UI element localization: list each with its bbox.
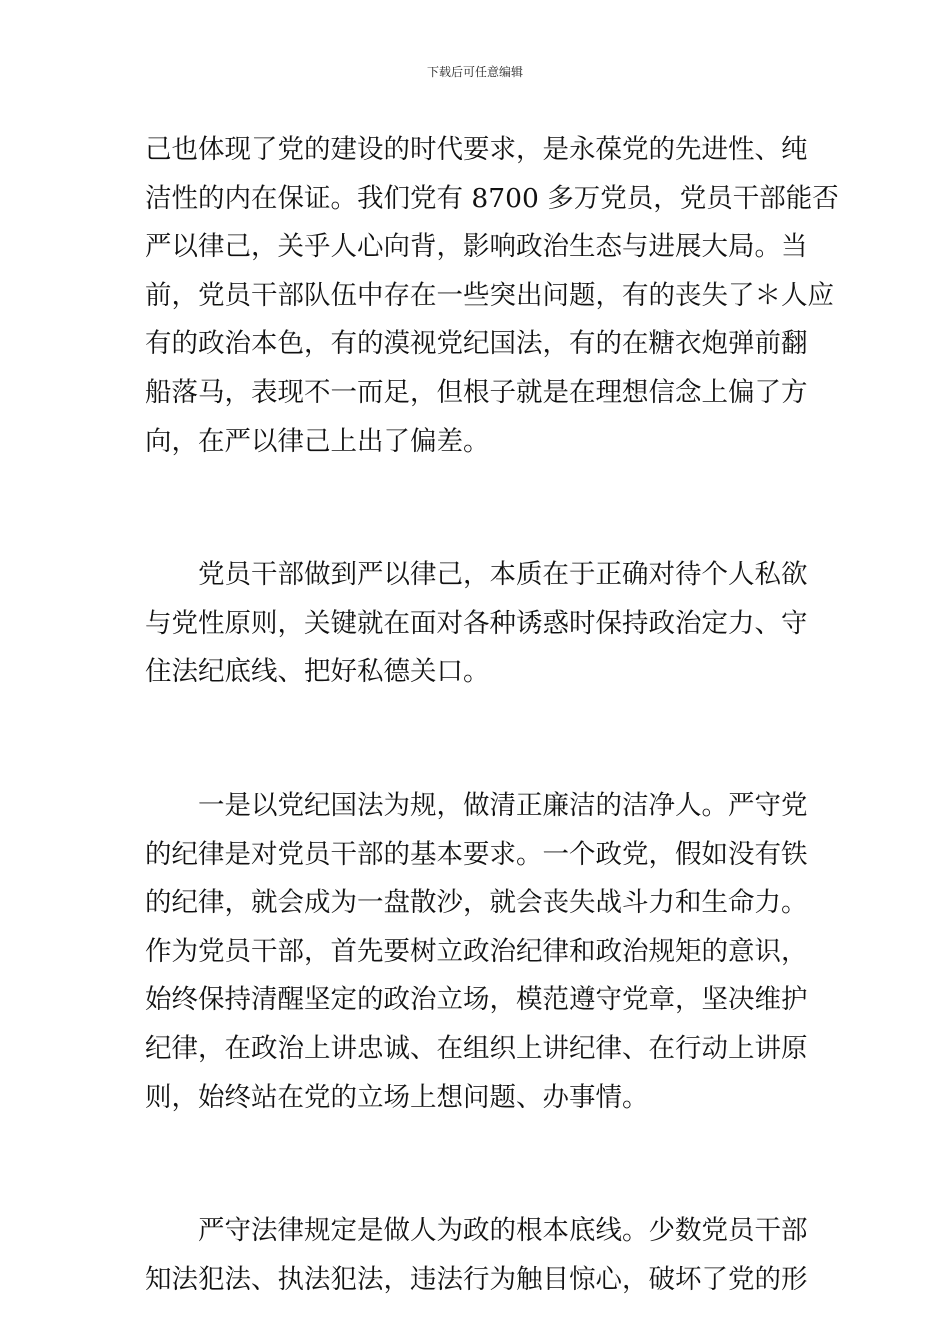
text-line: 党员干部做到严以律己，本质在于正确对待个人私欲 xyxy=(198,559,808,591)
text-line: 严以律己，关乎人心向背，影响政治生态与进展大局。当 xyxy=(145,231,808,263)
text-line: 与党性原则，关键就在面对各种诱惑时保持政治定力、守 xyxy=(145,607,808,639)
text-line: 己也体现了党的建设的时代要求，是永葆党的先进性、纯 xyxy=(145,134,808,165)
paragraph-spacer xyxy=(145,1122,810,1207)
document-body xyxy=(145,126,839,1304)
text-line: 严守法律规定是做人为政的根本底线。少数党员干部 xyxy=(198,1215,808,1247)
text-line: 一是以党纪国法为规，做清正廉洁的洁净人。严守党 xyxy=(198,789,808,821)
paragraph-spacer xyxy=(145,697,810,782)
text-line: 则，始终站在党的立场上想问题、办事情。 xyxy=(145,1081,649,1113)
text-line: 知法犯法、执法犯法，违法行为触目惊心，破坏了党的形 xyxy=(145,1263,808,1295)
text-line: 有的政治本色，有的漠视党纪国法，有的在糖衣炮弹前翻 xyxy=(145,328,808,360)
text-line: 的纪律是对党员干部的基本要求。一个政党，假如没有铁 xyxy=(145,838,808,870)
text-line: 船落马，表现不一而足，但根子就是在理想信念上偏了方 xyxy=(145,376,808,408)
text-line: 的纪律，就会成为一盘散沙，就会丧失战斗力和生命力。 xyxy=(145,887,808,919)
text-line: 住法纪底线、把好私德关口。 xyxy=(145,656,490,688)
text-line: 始终保持清醒坚定的政治立场，模范遵守党章，坚决维护 xyxy=(145,984,808,1016)
paragraph-4 xyxy=(145,1207,810,1304)
text-line: 作为党员干部，首先要树立政治纪律和政治规矩的意识， xyxy=(145,935,808,967)
paragraph-2 xyxy=(145,551,810,697)
text-line: 洁性的内在保证。我们党有 8700 多万党员，党员干部能否 xyxy=(145,182,839,214)
paragraph-spacer xyxy=(145,466,810,551)
paragraph-1 xyxy=(145,126,839,466)
page-header: 下载后可任意编辑 xyxy=(426,65,523,79)
paragraph-3 xyxy=(145,782,810,1122)
text-line: 前，党员干部队伍中存在一些突出问题，有的丧失了＊人应 xyxy=(145,279,834,311)
text-line: 纪律，在政治上讲忠诚、在组织上讲纪律、在行动上讲原 xyxy=(145,1032,808,1064)
text-line: 向，在严以律己上出了偏差。 xyxy=(145,425,490,457)
